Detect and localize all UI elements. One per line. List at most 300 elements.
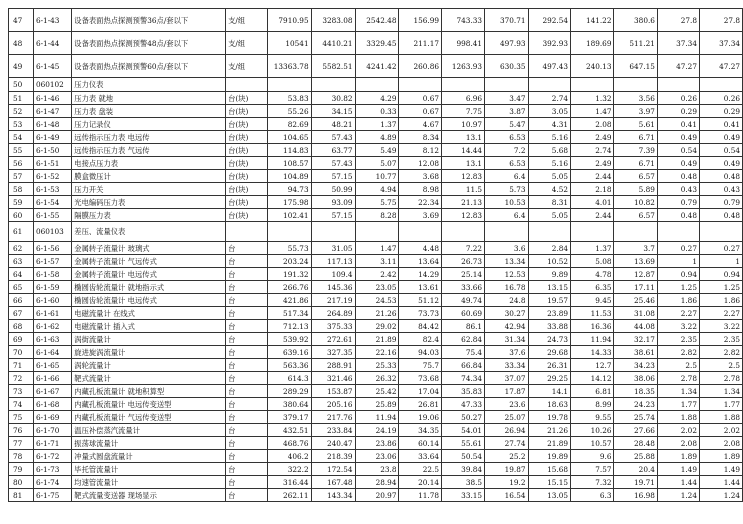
item-name-cell: 压力记录仪 <box>72 118 226 131</box>
value-cell: 15.15 <box>528 476 571 489</box>
value-cell: 47.33 <box>442 398 485 411</box>
row-number-cell: 74 <box>9 398 34 411</box>
value-cell: 6.35 <box>571 281 614 294</box>
quota-code-cell: 6-1-66 <box>33 372 71 385</box>
value-cell: 22.16 <box>355 346 399 359</box>
value-cell: 1.24 <box>657 489 699 502</box>
value-cell: 0.48 <box>657 170 699 183</box>
value-cell: 712.13 <box>268 320 312 333</box>
item-name-cell: 远传指示压力表 电远传 <box>72 131 226 144</box>
item-name-cell: 冲量式圆盘流量计 <box>72 450 226 463</box>
empty-cell <box>699 222 742 242</box>
table-row <box>9 450 743 463</box>
value-cell: 5.16 <box>528 157 571 170</box>
value-cell: 11.94 <box>571 333 614 346</box>
value-cell: 19.57 <box>528 294 571 307</box>
value-cell: 3.56 <box>614 92 657 105</box>
value-cell: 203.24 <box>268 255 312 268</box>
value-cell: 14.1 <box>528 385 571 398</box>
value-cell: 63.77 <box>311 144 355 157</box>
value-cell: 24.19 <box>355 424 399 437</box>
value-cell: 2.44 <box>571 170 614 183</box>
value-cell: 3.87 <box>485 105 528 118</box>
table-row <box>9 105 743 118</box>
value-cell: 497.93 <box>485 32 528 55</box>
value-cell: 25.88 <box>614 450 657 463</box>
value-cell: 2.08 <box>571 118 614 131</box>
value-cell: 3.22 <box>699 320 742 333</box>
value-cell: 497.43 <box>528 55 571 78</box>
row-number-cell: 54 <box>9 131 34 144</box>
empty-cell <box>268 78 312 92</box>
value-cell: 2.78 <box>699 372 742 385</box>
value-cell: 998.41 <box>442 32 485 55</box>
value-cell: 0.67 <box>399 105 442 118</box>
unit-cell: 台 <box>226 463 268 476</box>
value-cell: 2.82 <box>699 346 742 359</box>
value-cell: 50.27 <box>442 411 485 424</box>
quota-code-cell: 6-1-69 <box>33 411 71 424</box>
unit-cell: 台(块) <box>226 131 268 144</box>
unit-cell: 台(块) <box>226 105 268 118</box>
unit-cell: 台(块) <box>226 144 268 157</box>
value-cell: 26.31 <box>528 359 571 372</box>
value-cell: 37.34 <box>657 32 699 55</box>
value-cell: 3.97 <box>614 105 657 118</box>
item-name-cell: 椭圆齿轮流量计 就地指示式 <box>72 281 226 294</box>
value-cell: 1.47 <box>571 105 614 118</box>
value-cell: 17.04 <box>399 385 442 398</box>
value-cell: 94.03 <box>399 346 442 359</box>
value-cell: 1.86 <box>657 294 699 307</box>
empty-cell <box>657 222 699 242</box>
value-cell: 2.78 <box>657 372 699 385</box>
quota-code-cell: 6-1-75 <box>33 489 71 502</box>
value-cell: 9.55 <box>571 411 614 424</box>
value-cell: 19.2 <box>485 476 528 489</box>
quota-code-cell: 6-1-48 <box>33 118 71 131</box>
value-cell: 2.84 <box>528 242 571 255</box>
value-cell: 292.54 <box>528 9 571 32</box>
value-cell: 14.29 <box>399 268 442 281</box>
value-cell: 57.43 <box>311 131 355 144</box>
table-row <box>9 32 743 55</box>
value-cell: 375.33 <box>311 320 355 333</box>
value-cell: 21.89 <box>528 437 571 450</box>
value-cell: 3329.45 <box>355 32 399 55</box>
empty-cell <box>268 222 312 242</box>
value-cell: 33.64 <box>399 450 442 463</box>
value-cell: 6.4 <box>485 170 528 183</box>
value-cell: 563.36 <box>268 359 312 372</box>
row-number-cell: 80 <box>9 476 34 489</box>
value-cell: 1.89 <box>699 450 742 463</box>
value-cell: 26.81 <box>399 398 442 411</box>
value-cell: 13.64 <box>399 255 442 268</box>
item-name-cell: 温压补偿蒸汽流量计 <box>72 424 226 437</box>
value-cell: 6.4 <box>485 209 528 222</box>
value-cell: 316.44 <box>268 476 312 489</box>
value-cell: 9.89 <box>528 268 571 281</box>
value-cell: 1.89 <box>657 450 699 463</box>
value-cell: 260.86 <box>399 55 442 78</box>
value-cell: 5.89 <box>614 183 657 196</box>
value-cell: 114.83 <box>268 144 312 157</box>
value-cell: 53.83 <box>268 92 312 105</box>
quota-code-cell: 6-1-67 <box>33 385 71 398</box>
unit-cell: 台 <box>226 294 268 307</box>
unit-cell: 台 <box>226 372 268 385</box>
value-cell: 205.16 <box>311 398 355 411</box>
row-number-cell: 60 <box>9 209 34 222</box>
value-cell: 8.12 <box>399 144 442 157</box>
value-cell: 266.76 <box>268 281 312 294</box>
value-cell: 0.27 <box>699 242 742 255</box>
value-cell: 55.26 <box>268 105 312 118</box>
value-cell: 0.29 <box>657 105 699 118</box>
value-cell: 33.34 <box>485 359 528 372</box>
value-cell: 2.74 <box>528 92 571 105</box>
value-cell: 10.26 <box>571 424 614 437</box>
value-cell: 33.15 <box>442 489 485 502</box>
unit-cell: 台 <box>226 437 268 450</box>
value-cell: 42.94 <box>485 320 528 333</box>
value-cell: 38.5 <box>442 476 485 489</box>
value-cell: 1 <box>657 255 699 268</box>
table-row <box>9 281 743 294</box>
unit-cell: 台 <box>226 333 268 346</box>
value-cell: 10.53 <box>485 196 528 209</box>
row-number-cell: 58 <box>9 183 34 196</box>
row-number-cell: 61 <box>9 222 34 242</box>
quota-code-cell: 6-1-65 <box>33 359 71 372</box>
value-cell: 104.89 <box>268 170 312 183</box>
row-number-cell: 78 <box>9 450 34 463</box>
value-cell: 289.29 <box>268 385 312 398</box>
value-cell: 156.99 <box>399 9 442 32</box>
item-name-cell: 压力表 盘装 <box>72 105 226 118</box>
table-row <box>9 131 743 144</box>
value-cell: 13.69 <box>614 255 657 268</box>
quota-code-cell: 6-1-50 <box>33 144 71 157</box>
table-row <box>9 255 743 268</box>
value-cell: 630.35 <box>485 55 528 78</box>
quota-code-cell: 6-1-68 <box>33 398 71 411</box>
unit-cell: 台(块) <box>226 118 268 131</box>
quota-code-cell: 6-1-54 <box>33 196 71 209</box>
value-cell: 24.53 <box>355 294 399 307</box>
item-name-cell: 隔膜压力表 <box>72 209 226 222</box>
value-cell: 2.02 <box>657 424 699 437</box>
table-row <box>9 307 743 320</box>
value-cell: 3.68 <box>399 170 442 183</box>
quota-code-cell: 6-1-47 <box>33 105 71 118</box>
value-cell: 4.94 <box>355 183 399 196</box>
value-cell: 614.3 <box>268 372 312 385</box>
value-cell: 86.1 <box>442 320 485 333</box>
quota-code-cell: 6-1-52 <box>33 170 71 183</box>
empty-cell <box>528 222 571 242</box>
value-cell: 143.34 <box>311 489 355 502</box>
value-cell: 28.94 <box>355 476 399 489</box>
value-cell: 57.15 <box>311 209 355 222</box>
value-cell: 217.76 <box>311 411 355 424</box>
item-name-cell: 椭圆齿轮流量计 电远传式 <box>72 294 226 307</box>
table-row <box>9 398 743 411</box>
value-cell: 34.23 <box>614 359 657 372</box>
value-cell: 264.89 <box>311 307 355 320</box>
empty-cell <box>442 222 485 242</box>
value-cell: 47.27 <box>657 55 699 78</box>
value-cell: 1.25 <box>699 281 742 294</box>
value-cell: 55.61 <box>442 437 485 450</box>
value-cell: 27.66 <box>614 424 657 437</box>
value-cell: 11.5 <box>442 183 485 196</box>
value-cell: 13.05 <box>528 489 571 502</box>
value-cell: 0.43 <box>699 183 742 196</box>
value-cell: 2.35 <box>657 333 699 346</box>
row-number-cell: 57 <box>9 170 34 183</box>
value-cell: 31.05 <box>311 242 355 255</box>
empty-cell <box>355 78 399 92</box>
value-cell: 1.44 <box>699 476 742 489</box>
item-name-cell: 光电编码压力表 <box>72 196 226 209</box>
value-cell: 39.84 <box>442 463 485 476</box>
value-cell: 6.81 <box>571 385 614 398</box>
value-cell: 11.94 <box>355 411 399 424</box>
value-cell: 10.52 <box>528 255 571 268</box>
value-cell: 2.27 <box>657 307 699 320</box>
value-cell: 29.25 <box>528 372 571 385</box>
value-cell: 233.84 <box>311 424 355 437</box>
row-number-cell: 70 <box>9 346 34 359</box>
value-cell: 3.11 <box>355 255 399 268</box>
value-cell: 0.67 <box>399 92 442 105</box>
empty-cell <box>399 78 442 92</box>
row-number-cell: 63 <box>9 255 34 268</box>
row-number-cell: 48 <box>9 32 34 55</box>
value-cell: 30.82 <box>311 92 355 105</box>
value-cell: 6.96 <box>442 92 485 105</box>
table-row <box>9 346 743 359</box>
row-number-cell: 68 <box>9 320 34 333</box>
value-cell: 10541 <box>268 32 312 55</box>
item-name-cell: 金属转子流量计 玻璃式 <box>72 242 226 255</box>
value-cell: 75.4 <box>442 346 485 359</box>
value-cell: 10.82 <box>614 196 657 209</box>
quota-code-cell: 6-1-73 <box>33 463 71 476</box>
table-body <box>9 9 743 502</box>
unit-cell: 台(块) <box>226 170 268 183</box>
item-name-cell: 毕托管流量计 <box>72 463 226 476</box>
value-cell: 5.75 <box>355 196 399 209</box>
empty-cell <box>614 78 657 92</box>
item-name-cell: 金属转子流量计 电远传式 <box>72 268 226 281</box>
value-cell: 240.13 <box>571 55 614 78</box>
row-number-cell: 75 <box>9 411 34 424</box>
value-cell: 5.05 <box>528 209 571 222</box>
value-cell: 8.98 <box>399 183 442 196</box>
value-cell: 189.69 <box>571 32 614 55</box>
table-row <box>9 463 743 476</box>
row-number-cell: 77 <box>9 437 34 450</box>
empty-cell <box>442 78 485 92</box>
value-cell: 5.61 <box>614 118 657 131</box>
value-cell: 27.8 <box>657 9 699 32</box>
value-cell: 20.14 <box>399 476 442 489</box>
value-cell: 7.57 <box>571 463 614 476</box>
table-row <box>9 118 743 131</box>
value-cell: 24.8 <box>485 294 528 307</box>
value-cell: 517.34 <box>268 307 312 320</box>
value-cell: 20.97 <box>355 489 399 502</box>
value-cell: 1.34 <box>699 385 742 398</box>
value-cell: 12.87 <box>614 268 657 281</box>
value-cell: 2.08 <box>699 437 742 450</box>
value-cell: 2.74 <box>571 144 614 157</box>
value-cell: 7.75 <box>442 105 485 118</box>
row-number-cell: 51 <box>9 92 34 105</box>
item-name-cell: 设备表面热点探测预警48点/套以下 <box>72 32 226 55</box>
value-cell: 104.65 <box>268 131 312 144</box>
value-cell: 16.54 <box>485 489 528 502</box>
row-number-cell: 56 <box>9 157 34 170</box>
table-row <box>9 424 743 437</box>
value-cell: 10.77 <box>355 170 399 183</box>
value-cell: 153.87 <box>311 385 355 398</box>
row-number-cell: 79 <box>9 463 34 476</box>
value-cell: 11.78 <box>399 489 442 502</box>
value-cell: 1.37 <box>571 242 614 255</box>
value-cell: 22.34 <box>399 196 442 209</box>
table-row <box>9 333 743 346</box>
section-row <box>9 78 743 92</box>
value-cell: 3.22 <box>657 320 699 333</box>
value-cell: 33.88 <box>528 320 571 333</box>
item-name-cell: 靶式流量计 <box>72 372 226 385</box>
value-cell: 1.88 <box>699 411 742 424</box>
value-cell: 23.86 <box>355 437 399 450</box>
value-cell: 3.6 <box>485 242 528 255</box>
row-number-cell: 71 <box>9 359 34 372</box>
quota-code-cell: 6-1-46 <box>33 92 71 105</box>
quota-code-cell: 6-1-70 <box>33 424 71 437</box>
empty-cell <box>226 78 268 92</box>
value-cell: 27.74 <box>485 437 528 450</box>
value-cell: 14.44 <box>442 144 485 157</box>
value-cell: 82.4 <box>399 333 442 346</box>
value-cell: 7910.95 <box>268 9 312 32</box>
value-cell: 262.11 <box>268 489 312 502</box>
unit-cell: 支/组 <box>226 9 268 32</box>
value-cell: 23.89 <box>528 307 571 320</box>
value-cell: 73.68 <box>399 372 442 385</box>
row-number-cell: 49 <box>9 55 34 78</box>
value-cell: 2542.48 <box>355 9 399 32</box>
value-cell: 55.73 <box>268 242 312 255</box>
value-cell: 172.54 <box>311 463 355 476</box>
value-cell: 2.02 <box>699 424 742 437</box>
value-cell: 24.23 <box>614 398 657 411</box>
value-cell: 379.17 <box>268 411 312 424</box>
table-row <box>9 411 743 424</box>
value-cell: 8.31 <box>528 196 571 209</box>
quota-code-cell: 6-1-53 <box>33 183 71 196</box>
unit-cell: 台 <box>226 268 268 281</box>
value-cell: 167.48 <box>311 476 355 489</box>
value-cell: 0.49 <box>657 131 699 144</box>
unit-cell: 台 <box>226 242 268 255</box>
unit-cell: 台 <box>226 385 268 398</box>
value-cell: 14.12 <box>571 372 614 385</box>
item-name-cell: 电磁流量计 插入式 <box>72 320 226 333</box>
value-cell: 7.39 <box>614 144 657 157</box>
quota-code-cell: 6-1-64 <box>33 346 71 359</box>
value-cell: 32.17 <box>614 333 657 346</box>
unit-cell: 支/组 <box>226 55 268 78</box>
value-cell: 8.99 <box>571 398 614 411</box>
value-cell: 13363.78 <box>268 55 312 78</box>
row-number-cell: 62 <box>9 242 34 255</box>
unit-cell: 台 <box>226 476 268 489</box>
quota-code-cell: 060103 <box>33 222 71 242</box>
table-row <box>9 157 743 170</box>
row-number-cell: 73 <box>9 385 34 398</box>
table-row <box>9 294 743 307</box>
item-name-cell: 旋进旋涡流量计 <box>72 346 226 359</box>
value-cell: 1.49 <box>699 463 742 476</box>
value-cell: 19.87 <box>485 463 528 476</box>
row-number-cell: 69 <box>9 333 34 346</box>
value-cell: 1.32 <box>571 92 614 105</box>
value-cell: 16.36 <box>571 320 614 333</box>
value-cell: 31.08 <box>614 307 657 320</box>
value-cell: 17.11 <box>614 281 657 294</box>
value-cell: 6.53 <box>485 131 528 144</box>
value-cell: 4.52 <box>528 183 571 196</box>
quota-code-cell: 6-1-62 <box>33 320 71 333</box>
value-cell: 2.27 <box>699 307 742 320</box>
value-cell: 37.07 <box>485 372 528 385</box>
value-cell: 38.61 <box>614 346 657 359</box>
item-name-cell: 电磁流量计 在线式 <box>72 307 226 320</box>
unit-cell: 台(块) <box>226 209 268 222</box>
table-row <box>9 385 743 398</box>
value-cell: 1.44 <box>657 476 699 489</box>
value-cell: 29.02 <box>355 320 399 333</box>
unit-cell: 台 <box>226 346 268 359</box>
row-number-cell: 53 <box>9 118 34 131</box>
value-cell: 1.25 <box>657 281 699 294</box>
value-cell: 16.78 <box>485 281 528 294</box>
unit-cell: 台 <box>226 307 268 320</box>
item-name-cell: 内藏孔板流量计 电远传变送型 <box>72 398 226 411</box>
value-cell: 5.07 <box>355 157 399 170</box>
value-cell: 74.34 <box>442 372 485 385</box>
value-cell: 16.98 <box>614 489 657 502</box>
value-cell: 217.19 <box>311 294 355 307</box>
value-cell: 0.79 <box>657 196 699 209</box>
table-row <box>9 242 743 255</box>
row-number-cell: 66 <box>9 294 34 307</box>
value-cell: 1.77 <box>657 398 699 411</box>
value-cell: 6.57 <box>614 170 657 183</box>
value-cell: 0.27 <box>657 242 699 255</box>
value-cell: 2.82 <box>657 346 699 359</box>
value-cell: 2.5 <box>699 359 742 372</box>
unit-cell: 支/组 <box>226 32 268 55</box>
quota-code-cell: 6-1-72 <box>33 450 71 463</box>
